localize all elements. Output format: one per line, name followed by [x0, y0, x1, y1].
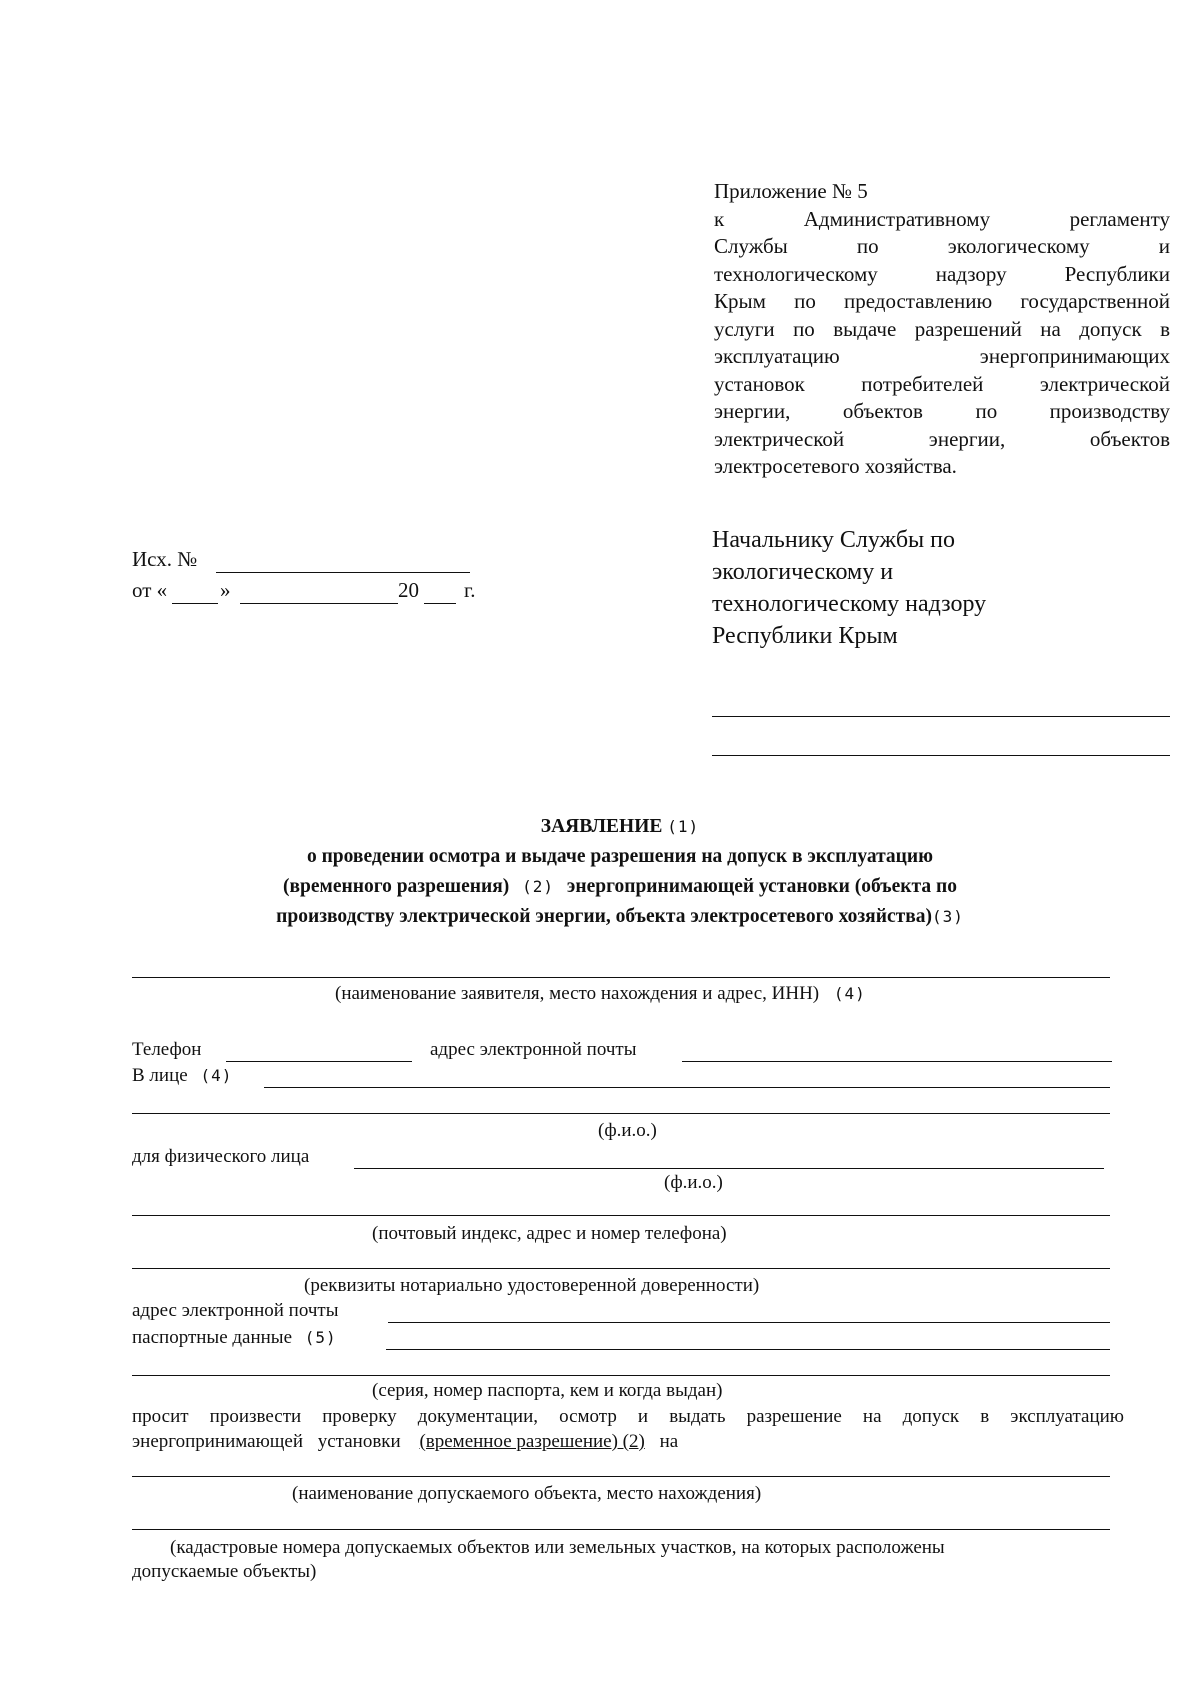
appendix-line: электросетевого хозяйства. — [714, 454, 957, 478]
title-line-1: о проведении осмотра и выдаче разрешения на допуск в эксплуатацию — [306, 846, 934, 867]
person-field[interactable] — [264, 1087, 1110, 1088]
outgoing-year-field[interactable] — [424, 603, 456, 604]
email-field-2[interactable] — [388, 1322, 1110, 1323]
email-label: адрес электронной почты — [430, 1039, 637, 1060]
appendix-block — [714, 178, 1170, 481]
appendix-line: электрической энергии, объектов — [714, 426, 1170, 451]
cadastral-caption-line-2: допускаемые объекты) — [132, 1561, 317, 1582]
phone-field[interactable] — [226, 1061, 412, 1062]
outgoing-number-label: Исх. № — [132, 547, 198, 571]
title-line-2 — [130, 873, 1110, 901]
applicant-caption — [335, 983, 866, 1005]
outgoing-date-close-quote: » — [220, 578, 231, 602]
applicant-field[interactable] — [132, 977, 1110, 978]
person-label-text: В лице — [132, 1065, 188, 1086]
applicant-caption-text: (наименование заявителя, место нахождения и адрес, ИНН) — [335, 983, 820, 1004]
appendix-line: Крым по предоставлению государственной — [714, 289, 1170, 313]
title-heading-note: (1) — [667, 817, 700, 836]
appendix-line: установок потребителей электрической — [714, 371, 1170, 396]
appendix-line: технологическому надзору Республики — [714, 261, 1170, 286]
applicant-caption-note: (4) — [833, 984, 866, 1003]
addressee-line: экологическому и — [712, 559, 894, 585]
cadastral-caption-line-1: (кадастровые номера допускаемых объектов или земельных участков, на которых расположены — [170, 1537, 945, 1558]
title-line-3-text: производству электрической энергии, объекта электросетевого хозяйства) — [276, 906, 932, 927]
individual-label: для физического лица — [132, 1146, 310, 1167]
person-field-2[interactable] — [132, 1113, 1110, 1114]
passport-label-text: паспортные данные — [132, 1327, 293, 1348]
passport-label — [132, 1327, 337, 1349]
appendix-line: энергии, объектов по производству — [714, 399, 1170, 423]
title-line-2b: энергопринимающей установки (объекта по — [566, 876, 957, 897]
email-label-2: адрес электронной почты — [132, 1300, 339, 1321]
postal-field[interactable] — [132, 1215, 1110, 1216]
document-title — [130, 813, 1110, 841]
outgoing-year-suffix: г. — [464, 578, 476, 602]
postal-caption: (почтовый индекс, адрес и номер телефона) — [372, 1223, 727, 1244]
addressee-block — [712, 524, 1182, 652]
person-label-note: (4) — [200, 1066, 233, 1085]
appendix-line: к Административному регламенту — [714, 206, 1170, 231]
object-caption: (наименование допускаемого объекта, место нахождения) — [292, 1483, 762, 1504]
addressee-blank-line-2[interactable] — [712, 755, 1170, 756]
outgoing-date-prefix: от « — [132, 578, 168, 602]
fio-caption-1: (ф.и.о.) — [598, 1120, 657, 1141]
fio-caption-2: (ф.и.о.) — [664, 1172, 723, 1193]
request-line-2-underlined: (временное разрешение) (2) — [419, 1431, 645, 1452]
addressee-line: технологическому надзору — [712, 591, 987, 617]
addressee-line: Республики Крым — [712, 623, 898, 649]
title-line-2-note: (2) — [522, 877, 555, 896]
passport-caption: (серия, номер паспорта, кем и когда выдан) — [372, 1380, 723, 1401]
appendix-line: Службы по экологическому и — [714, 234, 1170, 258]
title-heading: ЗАЯВЛЕНИЕ — [540, 816, 663, 837]
outgoing-day-field[interactable] — [172, 603, 218, 604]
title-line-2a: (временного разрешения) — [283, 876, 510, 897]
proxy-field[interactable] — [132, 1268, 1110, 1269]
passport-label-note: (5) — [304, 1328, 337, 1347]
title-line-3 — [130, 903, 1110, 931]
email-field[interactable] — [682, 1061, 1112, 1062]
object-field[interactable] — [132, 1476, 1110, 1477]
addressee-line: Начальнику Службы по — [712, 527, 955, 553]
appendix-line: Приложение № 5 — [714, 179, 868, 203]
request-line-2b: на — [659, 1431, 679, 1452]
person-label — [132, 1065, 232, 1087]
cadastral-field[interactable] — [132, 1529, 1110, 1530]
phone-label: Телефон — [132, 1039, 202, 1060]
passport-field-2[interactable] — [132, 1375, 1110, 1376]
passport-field[interactable] — [386, 1349, 1110, 1350]
proxy-caption: (реквизиты нотариально удостоверенной доверенности) — [304, 1275, 760, 1296]
individual-field[interactable] — [354, 1168, 1104, 1169]
outgoing-number-field[interactable] — [216, 572, 470, 573]
request-line-1: просит произвести проверку документации, осмотр и выдать разрешение на допуск в эксплуатацию — [132, 1406, 1124, 1427]
request-line-2 — [132, 1431, 678, 1453]
addressee-blank-line-1[interactable] — [712, 716, 1170, 717]
request-line-2a: энергопринимающей установки — [132, 1431, 401, 1452]
appendix-line: услуги по выдаче разрешений на допуск в — [714, 316, 1170, 341]
outgoing-month-field[interactable] — [240, 603, 398, 604]
title-line-3-note: (3) — [931, 907, 964, 926]
appendix-line: эксплуатацию энергопринимающих — [714, 344, 1170, 368]
outgoing-year-prefix: 20 — [398, 578, 419, 602]
